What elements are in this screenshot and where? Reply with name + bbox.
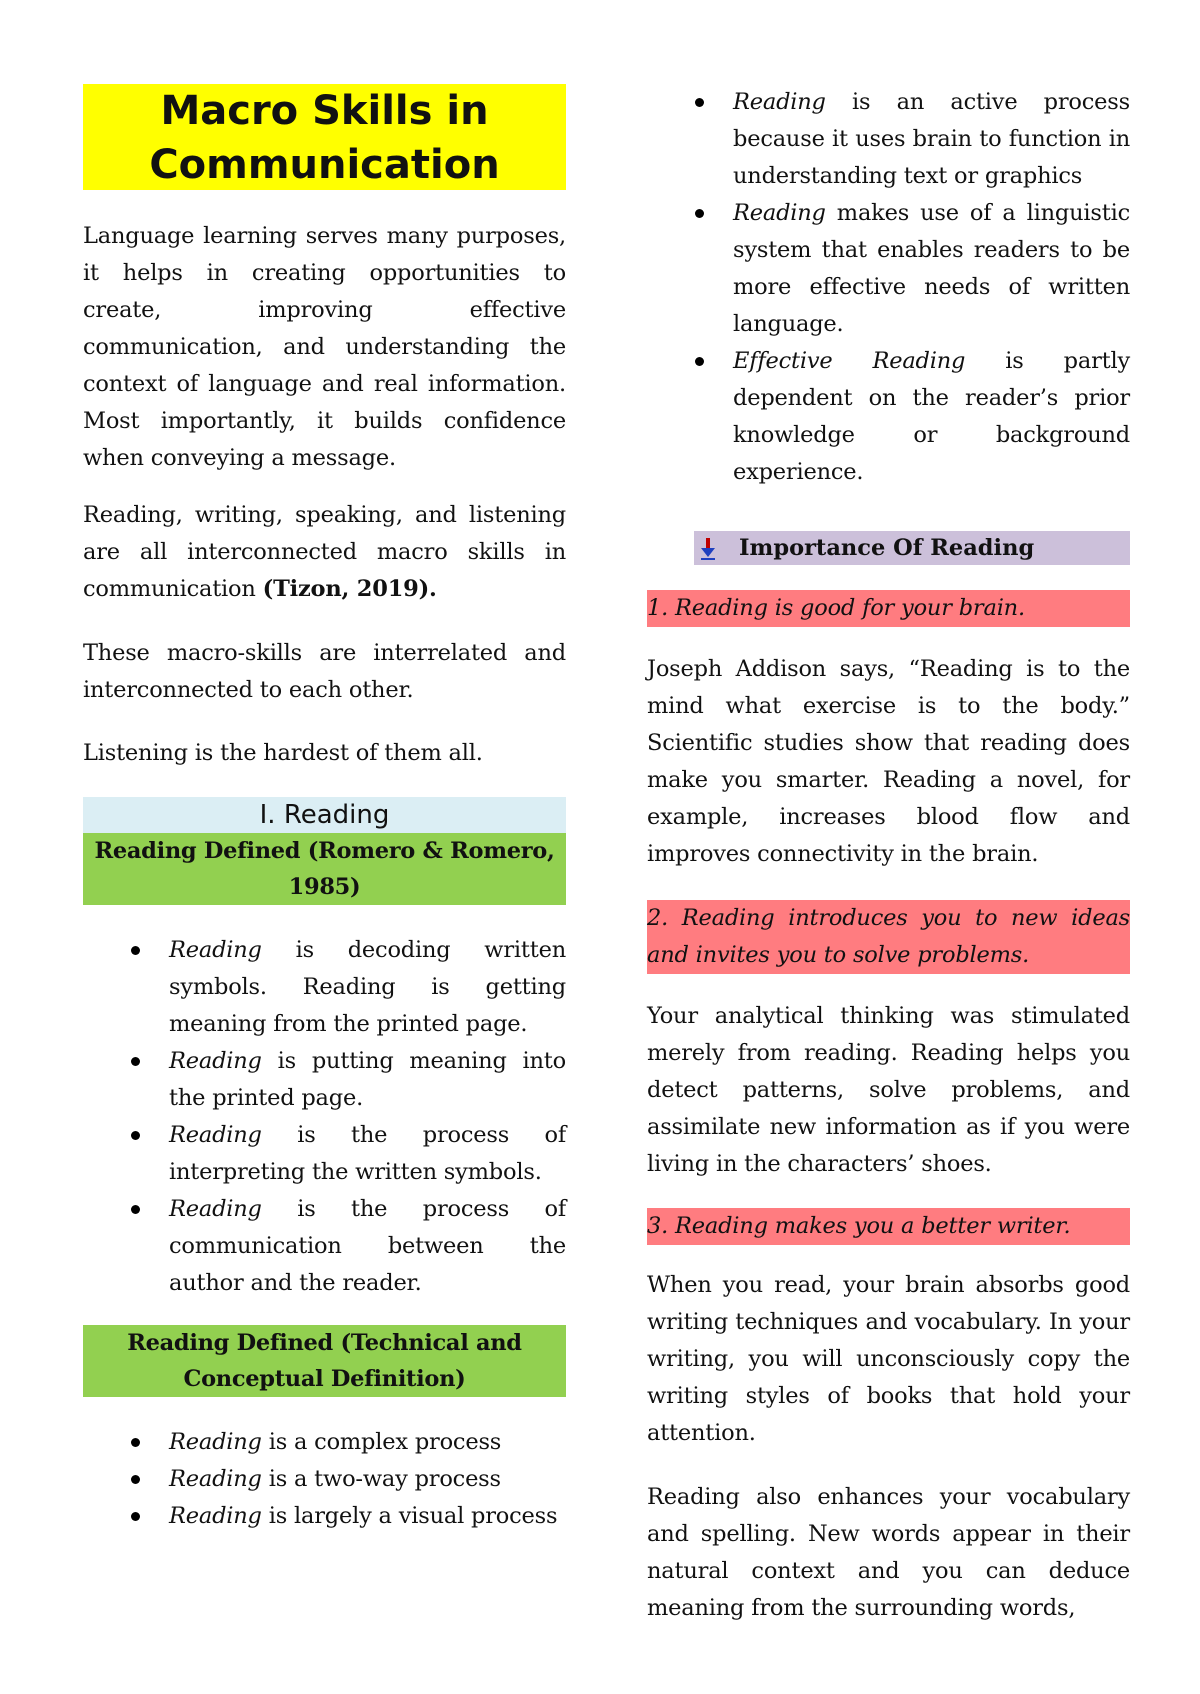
down-arrow-bullet-icon: [698, 531, 718, 565]
item-text: makes use of a linguistic system that enables readers to be more effective needs of written language.: [733, 200, 1130, 337]
keyword: Reading: [169, 1122, 262, 1148]
reading-characteristics-list: [733, 84, 1130, 491]
item-text: is a two-way process: [261, 1466, 501, 1492]
importance-point-1-text: Joseph Addison says, “Reading is to the mind what exercise is to the body.” Scientific studies show that reading does make you smarter. Reading a novel, for example, increases blood flow and improves connectivity in the brain.: [647, 656, 1130, 867]
bullet-icon: [131, 1438, 140, 1447]
keyword: Reading: [169, 1048, 262, 1074]
importance-point-3: 3. Reading makes you a better writer.: [647, 1208, 1130, 1245]
list-item: [169, 1461, 566, 1498]
intro-paragraph-3: These macro-skills are interrelated and interconnected to each other.: [83, 640, 566, 703]
bullet-icon: [131, 1057, 140, 1066]
section-heading-reading: I. Reading: [83, 797, 566, 833]
item-text: is the process of interpreting the written symbols.: [169, 1122, 566, 1185]
list-item: [169, 1043, 566, 1117]
bullet-icon: [695, 209, 704, 218]
list-item: [169, 1117, 566, 1191]
list-item: [169, 1498, 566, 1535]
list-item: [733, 343, 1130, 491]
title-line-1: Macro Skills in: [160, 88, 489, 134]
bullet-icon: [695, 357, 704, 366]
bullet-icon: [131, 1512, 140, 1521]
item-text: is decoding written symbols. Reading is getting meaning from the printed page.: [169, 937, 566, 1037]
citation: (Tizon, 2019).: [262, 576, 437, 602]
list-item: [733, 84, 1130, 195]
item-text: is partly dependent on the reader’s prior knowledge or background experience.: [733, 348, 1130, 485]
intro-paragraph-2: [83, 497, 566, 608]
item-text: is largely a visual process: [261, 1503, 558, 1529]
item-text: is a complex process: [261, 1429, 502, 1455]
item-text: is the process of communication between the author and the reader.: [169, 1196, 566, 1296]
bullet-icon: [695, 98, 704, 107]
list-item: [169, 932, 566, 1043]
importance-heading-label: Importance Of Reading: [739, 535, 1035, 561]
bullet-icon: [131, 946, 140, 955]
title-line-2: Communication: [149, 142, 500, 188]
importance-point-2: 2. Reading introduces you to new ideas and invites you to solve problems.: [647, 900, 1130, 974]
importance-point-1: 1. Reading is good for your brain.: [647, 590, 1130, 627]
bullet-icon: [131, 1475, 140, 1484]
item-text: is putting meaning into the printed page.: [169, 1048, 566, 1111]
list-item: [733, 195, 1130, 343]
intro-paragraph-4: Listening is the hardest of them all.: [83, 740, 483, 766]
importance-heading: [694, 531, 1130, 565]
intro-paragraph-2-text: Reading, writing, speaking, and listening are all interconnected macro skills in communication: [83, 502, 566, 602]
definition-heading-technical: Reading Defined (Technical and Conceptual Definition): [83, 1325, 566, 1397]
bullet-icon: [131, 1205, 140, 1214]
keyword: Reading: [169, 937, 262, 963]
importance-point-3-text: When you read, your brain absorbs good writing techniques and vocabulary. In your writing, you will unconsciously copy the writing styles of books that hold your attention.: [647, 1272, 1130, 1446]
keyword: Reading: [733, 89, 826, 115]
item-text: is an active process because it uses brain to function in understanding text or graphics: [733, 89, 1130, 189]
keyword: Reading: [169, 1196, 262, 1222]
importance-point-2-text: Your analytical thinking was stimulated merely from reading. Reading helps you detect patterns, solve problems, and assimilate new information as if you were living in the characters’ shoes.: [647, 1003, 1130, 1177]
keyword: Reading: [169, 1466, 262, 1492]
document-title: [83, 84, 566, 190]
definition-heading-romero: Reading Defined (Romero & Romero, 1985): [83, 833, 566, 905]
keyword: Effective Reading: [733, 348, 966, 374]
list-item: [169, 1191, 566, 1302]
keyword: Reading: [169, 1429, 262, 1455]
keyword: Reading: [733, 200, 826, 226]
definition-list-romero: [169, 932, 566, 1302]
bullet-icon: [131, 1131, 140, 1140]
keyword: Reading: [169, 1503, 262, 1529]
definition-list-technical: [169, 1424, 566, 1535]
importance-point-3-text-2: Reading also enhances your vocabulary and spelling. New words appear in their natural context and you can deduce meaning from the surrounding words,: [647, 1484, 1130, 1621]
list-item: [169, 1424, 566, 1461]
intro-paragraph-1: Language learning serves many purposes, it helps in creating opportunities to create, improving effective communication, and understanding the context of language and real information. Most importantly, it builds confidence when conveying a message.: [83, 223, 566, 471]
